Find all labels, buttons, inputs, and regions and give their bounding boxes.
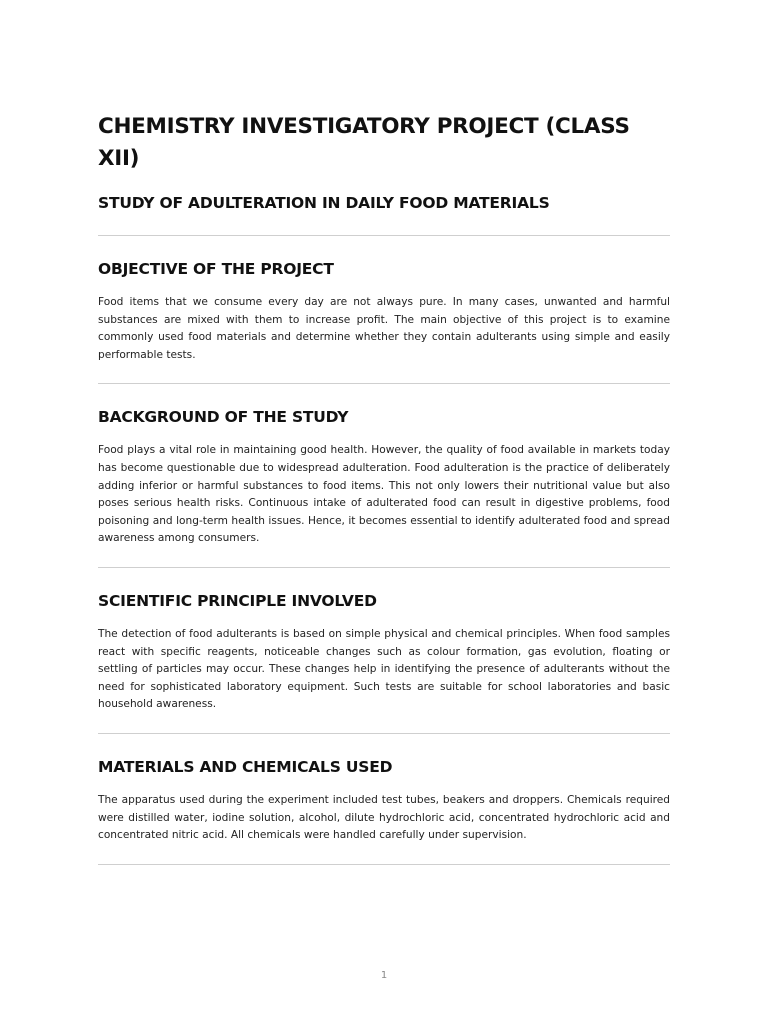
page-number: 1 — [380, 970, 388, 981]
section-divider — [98, 235, 670, 236]
section-divider — [98, 383, 670, 384]
document-title: CHEMISTRY INVESTIGATORY PROJECT (CLASS XII) — [98, 114, 630, 171]
section-objective — [98, 258, 670, 384]
section-divider — [98, 864, 670, 865]
section-heading: SCIENTIFIC PRINCIPLE INVOLVED — [98, 591, 377, 610]
section-body: Food plays a vital role in maintaining good health. However, the quality of food available in markets today has become questionable due to widespread adulteration. Food adulteration is the practice of deliberately adding inferior or harmful substances to food items. This not only lowers their nutritional value but also poses serious health risks. Continuous intake of adulterated food can result in digestive problems, food poisoning and long-term health issues. Hence, it becomes essential to identify adulterated food and spread awareness among consumers. — [98, 444, 670, 545]
section-principle — [98, 590, 670, 734]
section-body: Food items that we consume every day are not always pure. In many cases, unwanted and harmful substances are mixed with them to increase profit. The main objective of this project is to examine commonly used food materials and determine whether they contain adulterants using simple and easily performable tests. — [98, 296, 670, 361]
section-divider — [98, 733, 670, 734]
section-materials — [98, 756, 670, 865]
section-divider — [98, 567, 670, 568]
section-body: The detection of food adulterants is based on simple physical and chemical principles. When food samples react with specific reagents, noticeable changes such as colour formation, gas evolution, floating or settling of particles may occur. These changes help in identifying the presence of adulterants without the need for sophisticated laboratory equipment. Such tests are suitable for school laboratories and basic household awareness. — [98, 627, 670, 711]
section-heading: MATERIALS AND CHEMICALS USED — [98, 757, 393, 776]
section-background — [98, 406, 670, 568]
document-content — [98, 111, 670, 865]
document-subtitle: STUDY OF ADULTERATION IN DAILY FOOD MATERIALS — [98, 194, 550, 212]
section-heading: OBJECTIVE OF THE PROJECT — [98, 260, 334, 278]
section-heading: BACKGROUND OF THE STUDY — [98, 408, 349, 427]
section-body: The apparatus used during the experiment included test tubes, beakers and droppers. Chemicals required were distilled water, iodine solution, alcohol, dilute hydrochloric acid, concentrated hydrochloric acid and concentrated nitric acid. All chemicals were handled carefully under supervision. — [98, 793, 670, 842]
